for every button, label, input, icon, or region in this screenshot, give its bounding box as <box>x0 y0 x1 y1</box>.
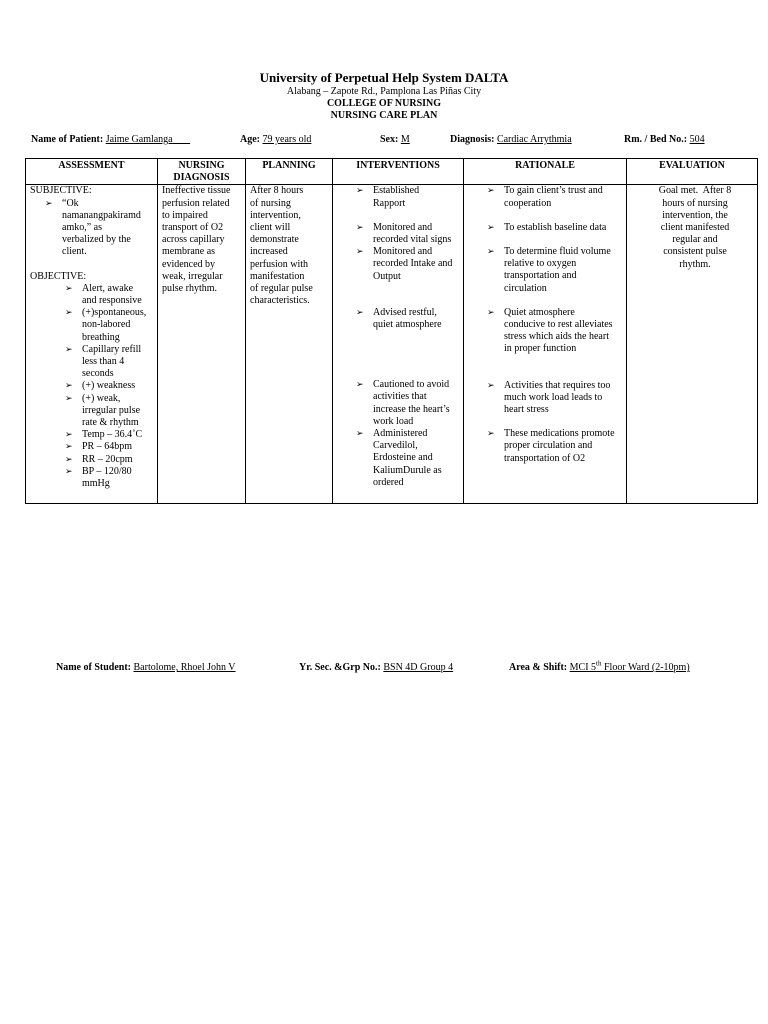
objective-list <box>30 283 153 490</box>
document-title: NURSING CARE PLAN <box>330 110 438 121</box>
patient-diagnosis-field <box>450 134 572 145</box>
arrow-bullet-icon: ➢ <box>487 247 495 258</box>
list-item: ➢ To establish baseline data <box>487 221 607 233</box>
list-item: ➢ Cautioned to avoid activities that increase the heart’s work load <box>356 379 450 427</box>
list-item: ➢ Temp – 36.4˚C <box>65 429 143 441</box>
arrow-bullet-icon: ➢ <box>65 381 73 392</box>
student-name-value: Bartolome, Rhoel John V <box>133 662 236 673</box>
patient-diagnosis-label: Diagnosis: <box>450 134 495 145</box>
patient-sex-field <box>380 134 410 145</box>
list-item: ➢ To determine fluid volume relative to oxygen transportation and circulation <box>487 246 611 294</box>
arrow-bullet-icon: ➢ <box>65 442 73 453</box>
section-label: Yr. Sec. &Grp No.: <box>299 662 381 673</box>
list-item: ➢ To gain client’s trust and cooperation <box>487 185 603 209</box>
list-item: ➢ PR – 64bpm <box>65 441 133 453</box>
nursing-diagnosis-cell <box>158 185 246 504</box>
arrow-bullet-icon: ➢ <box>356 222 364 233</box>
patient-sex-label: Sex: <box>380 134 399 145</box>
list-item: ➢ Activities that requires too much work load leads to heart stress <box>487 379 611 416</box>
college-name: COLLEGE OF NURSING <box>326 98 442 109</box>
arrow-bullet-icon: ➢ <box>65 308 73 319</box>
section-value: BSN 4D Group 4 <box>383 662 454 673</box>
area-shift-field <box>509 659 690 673</box>
list-item: ➢ RR – 20cpm <box>65 453 133 465</box>
university-address: Alabang – Zapote Rd., Pamplona Las Piñas City <box>286 86 482 97</box>
arrow-bullet-icon: ➢ <box>356 307 364 318</box>
arrow-bullet-icon: ➢ <box>356 380 364 391</box>
evaluation-cell <box>627 185 758 504</box>
list-item: ➢ (+) weakness <box>65 380 136 392</box>
patient-age-label: Age: <box>240 134 260 145</box>
arrow-bullet-icon: ➢ <box>356 186 364 197</box>
arrow-bullet-icon: ➢ <box>65 466 73 477</box>
evaluation-text: Goal met. After 8 hours of nursing intervention, the client manifested regular and consistent pulse rhythm. <box>658 185 732 270</box>
list-item: ➢ Quiet atmosphere conducive to rest alleviates stress which aids the heart in proper function <box>487 306 613 355</box>
arrow-bullet-icon: ➢ <box>65 393 73 404</box>
objective-label: OBJECTIVE: <box>30 270 87 282</box>
arrow-bullet-icon: ➢ <box>487 222 495 233</box>
arrow-bullet-icon: ➢ <box>45 198 53 209</box>
list-item: ➢ Advised restful, quiet atmosphere <box>356 306 442 331</box>
interventions-list <box>337 185 459 489</box>
list-item: ➢ Monitored and recorded vital signs <box>356 221 452 246</box>
arrow-bullet-icon: ➢ <box>487 307 495 318</box>
care-plan-table <box>25 158 758 504</box>
arrow-bullet-icon: ➢ <box>65 283 73 294</box>
arrow-bullet-icon: ➢ <box>487 380 495 391</box>
header-interventions: INTERVENTIONS <box>333 159 464 185</box>
arrow-bullet-icon: ➢ <box>487 429 495 440</box>
arrow-bullet-icon: ➢ <box>65 344 73 355</box>
patient-sex-value: M <box>400 134 410 145</box>
planning-text: After 8 hours of nursing intervention, client will demonstrate increased perfusion with manifestation of regular pulse characteristics. <box>250 185 313 307</box>
patient-age-field <box>240 134 311 145</box>
patient-name-value: Jaime Gamlanga <box>105 134 173 145</box>
rationale-cell <box>464 185 627 504</box>
list-item: ➢ Monitored and recorded Intake and Output <box>356 246 453 282</box>
list-item: ➢ (+)spontaneous, non-labored breathing <box>65 307 147 343</box>
nursing-diagnosis-text: Ineffective tissue perfusion related to impaired transport of O2 across capillary membrane as evidenced by weak, irregular pulse rhythm. <box>162 185 231 295</box>
interventions-cell <box>333 185 464 504</box>
patient-diagnosis-value: Cardiac Arrythmia <box>496 134 572 145</box>
list-item: ➢ BP – 120/80 mmHg <box>65 465 132 490</box>
header-evaluation: EVALUATION <box>627 159 758 185</box>
table-header-row <box>26 159 758 185</box>
section-field <box>299 662 453 673</box>
planning-cell <box>246 185 333 504</box>
header-planning: PLANNING <box>246 159 333 185</box>
list-item: ➢ Established Rapport <box>356 185 420 209</box>
rationale-list <box>468 185 622 464</box>
list-item: ➢ “Ok namanangpakiramd amko,” as verbalized by the client. <box>45 197 141 258</box>
list-item: ➢ These medications promote proper circulation and transportation of O2 <box>487 428 615 464</box>
patient-room-value: 504 <box>689 134 705 145</box>
student-name-field <box>56 662 236 673</box>
student-name-label: Name of Student: <box>56 662 131 673</box>
assessment-cell <box>26 185 158 504</box>
list-item: ➢ (+) weak, irregular pulse rate & rhythm <box>65 392 141 429</box>
patient-name-field <box>31 134 190 145</box>
header-assessment: ASSESSMENT <box>26 159 158 185</box>
patient-room-field <box>624 134 705 145</box>
university-title: University of Perpetual Help System DALTA <box>259 70 509 85</box>
subjective-list <box>30 198 153 259</box>
subjective-label: SUBJECTIVE: <box>30 185 92 197</box>
patient-room-label: Rm. / Bed No.: <box>624 134 688 145</box>
table-row <box>26 185 758 504</box>
area-shift-value: MCI 5th Floor Ward (2-10pm) <box>569 659 690 673</box>
patient-name-label: Name of Patient: <box>31 134 104 145</box>
arrow-bullet-icon: ➢ <box>356 247 364 258</box>
patient-age-value: 79 years old <box>262 134 312 145</box>
list-item: ➢ Alert, awake and responsive <box>65 282 142 307</box>
arrow-bullet-icon: ➢ <box>356 429 364 440</box>
arrow-bullet-icon: ➢ <box>65 430 73 441</box>
list-item: ➢ Administered Carvedilol, Erdosteine and KaliumDurule as ordered <box>356 428 442 488</box>
arrow-bullet-icon: ➢ <box>65 454 73 465</box>
header-nursing-diagnosis: NURSING DIAGNOSIS <box>158 159 246 185</box>
header-rationale: RATIONALE <box>464 159 627 185</box>
arrow-bullet-icon: ➢ <box>487 186 495 197</box>
list-item: ➢ Capillary refill less than 4 seconds <box>65 343 142 380</box>
area-shift-label: Area & Shift: <box>509 662 568 673</box>
